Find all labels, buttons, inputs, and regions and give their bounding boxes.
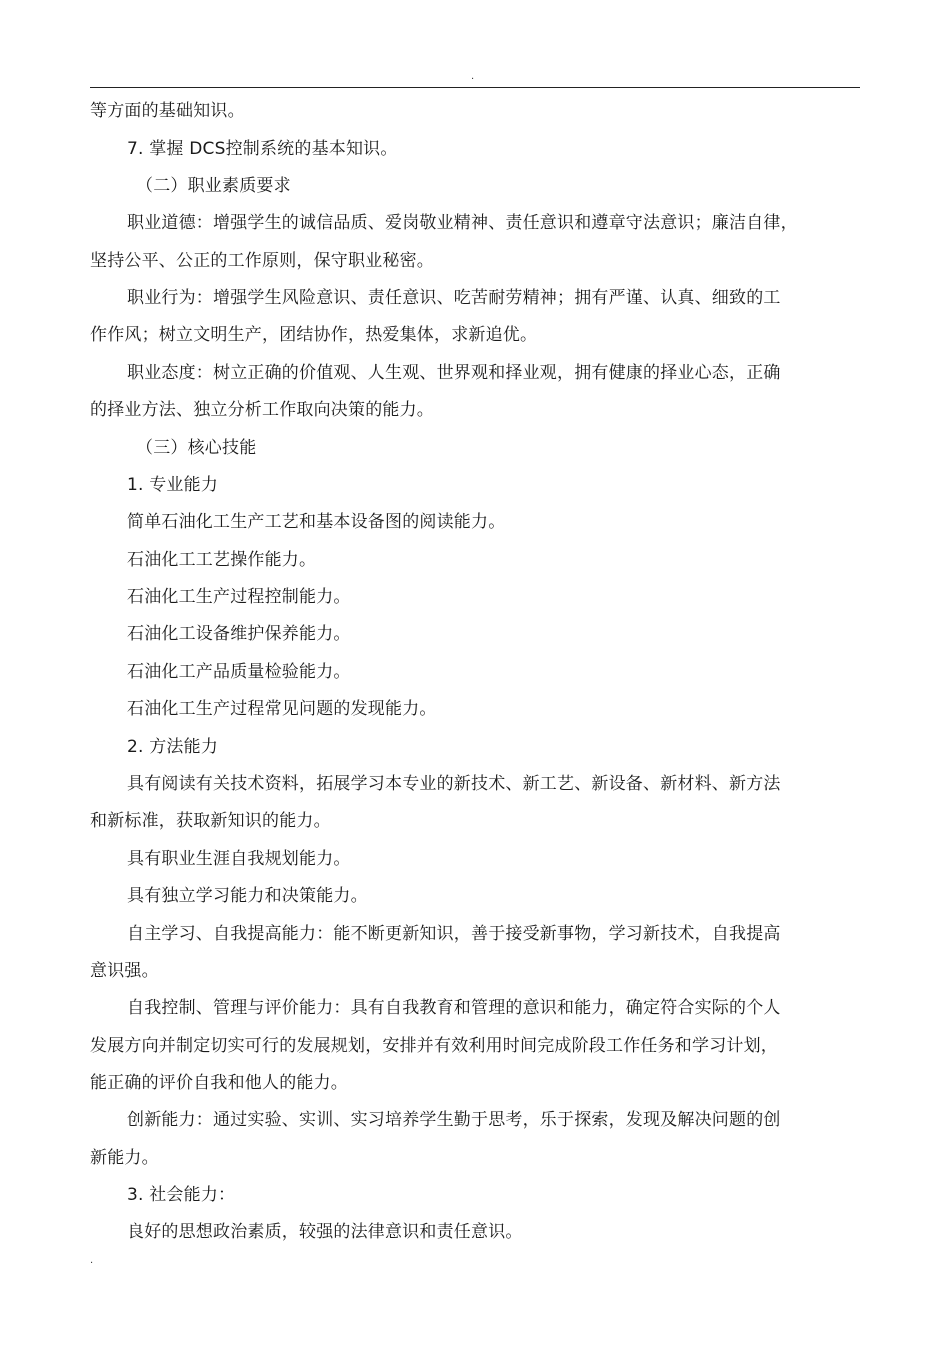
paragraph-line: 石油化工工艺操作能力。 — [127, 550, 317, 570]
paragraph-line: 坚持公平、公正的工作原则，保守职业秘密。 — [90, 251, 434, 271]
paragraph-line: 能正确的评价自我和他人的能力。 — [90, 1073, 348, 1093]
paragraph-line: 的择业方法、独立分析工作取向决策的能力。 — [90, 400, 434, 420]
subsection-heading: 2. 方法能力 — [127, 737, 219, 757]
paragraph-line: 和新标准，获取新知识的能力。 — [90, 811, 331, 831]
paragraph-line: 石油化工设备维护保养能力。 — [127, 624, 351, 644]
paragraph-line: 自我控制、管理与评价能力：具有自我教育和管理的意识和能力，确定符合实际的个人 — [127, 998, 781, 1018]
paragraph-line: 石油化工生产过程控制能力。 — [127, 587, 351, 607]
paragraph-line: 意识强。 — [90, 961, 159, 981]
footer-mark: . — [90, 1255, 94, 1266]
section-heading: （三）核心技能 — [136, 438, 257, 458]
paragraph-line: 石油化工生产过程常见问题的发现能力。 — [127, 699, 437, 719]
header-mark: . — [471, 71, 475, 82]
paragraph-line: 具有职业生涯自我规划能力。 — [127, 849, 351, 869]
paragraph-line: 新能力。 — [90, 1148, 159, 1168]
list-item-heading: 7. 掌握 DCS控制系统的基本知识。 — [127, 139, 398, 159]
paragraph-line: 创新能力：通过实验、实训、实习培养学生勤于思考，乐于探索，发现及解决问题的创 — [127, 1110, 781, 1130]
subsection-heading: 1. 专业能力 — [127, 475, 219, 495]
paragraph-line: 职业行为：增强学生风险意识、责任意识、吃苦耐劳精神；拥有严谨、认真、细致的工 — [127, 288, 781, 308]
paragraph-line: 具有独立学习能力和决策能力。 — [127, 886, 368, 906]
paragraph-line: 石油化工产品质量检验能力。 — [127, 662, 351, 682]
paragraph-line: 作作风；树立文明生产，团结协作，热爱集体，求新追优。 — [90, 325, 538, 345]
paragraph-line: 良好的思想政治素质，较强的法律意识和责任意识。 — [127, 1222, 523, 1242]
header-rule — [90, 87, 860, 88]
section-heading: （二）职业素质要求 — [136, 176, 291, 196]
paragraph-line: 职业态度：树立正确的价值观、人生观、世界观和择业观，拥有健康的择业心态，正确 — [127, 363, 781, 383]
paragraph-line: 自主学习、自我提高能力：能不断更新知识，善于接受新事物，学习新技术，自我提高 — [127, 924, 781, 944]
paragraph-line: 具有阅读有关技术资料，拓展学习本专业的新技术、新工艺、新设备、新材料、新方法 — [127, 774, 781, 794]
paragraph-line: 简单石油化工生产工艺和基本设备图的阅读能力。 — [127, 512, 506, 532]
paragraph-line: 职业道德：增强学生的诚信品质、爱岗敬业精神、责任意识和遵章守法意识；廉洁自律， — [127, 213, 798, 233]
text-line: 等方面的基础知识。 — [90, 101, 245, 121]
paragraph-line: 发展方向并制定切实可行的发展规划，安排并有效利用时间完成阶段工作任务和学习计划， — [90, 1036, 778, 1056]
subsection-heading: 3. 社会能力： — [127, 1185, 236, 1205]
